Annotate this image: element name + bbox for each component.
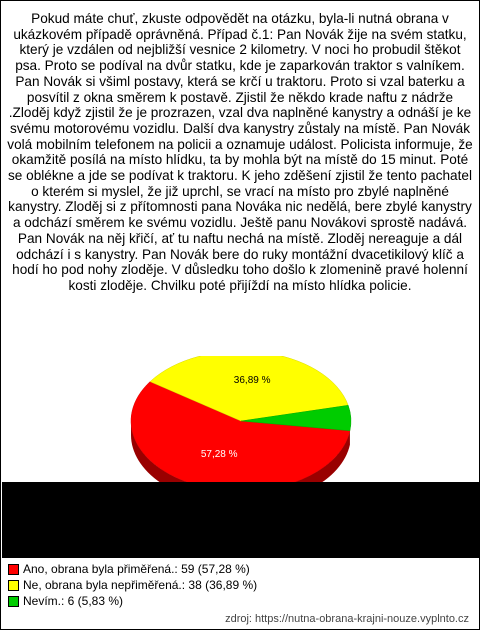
legend-label-no: Ne, obrana byla nepřiměřená.: 38 (36,89 %) (23, 578, 258, 592)
black-overlay-band (2, 482, 479, 558)
legend-swatch-no (8, 580, 19, 591)
question-text: Pokud máte chuť, zkuste odpovědět na otázku, byla-li nutná obrana v ukázkovém případě oprávněná. Případ č.1: Pan Novák žije na svém statku, který je vzdálen od nejbližší vesnice 2 kilometry. V noci ho probudil štěkot psa. Proto se podíval na dvůr statku, kde je zaparkován traktor s valníkem. Pan Novák si všiml postavy, která se krčí u traktoru. Proto si vzal baterku a posvítil z okna směrem k postavě. Zjistil že někdo krade naftu z nádrže .Zloděj když zjistil že je prozrazen, vzal dva naplněné kanystry a odnáší je ke svému motorovému vozidlu. Další dva kanystry zůstaly na místě. Pan Novák volá mobilním telefonem na policii a oznamuje událost. Policista informuje, že okamžitě posílá na místo hlídku, ta by mohla být na místě do 15 minut. Poté se oblékne a jde se podívat k traktoru. K jeho zděšení zjistil že tento pachatel o kterém si myslel, že již uprchl, se vrací na místo pro zbylé naplněné kanystry. Zloděj si z přítomnosti pana Nováka nic nedělá, bere zbylé kanystry a odchází směrem ke svému vozidlu. Ještě panu Novákovi sprostě nadává. Pan Novák na něj křičí, ať tu naftu nechá na místě. Zloděj nereaguje a dál odchází i s kanystry. Pan Novák bere do ruky montážní dvacetikilový klíč a hodí ho pod nohy zloděje. V důsledku toho došlo k zlomenině pravé holenní kosti zloděje. Chvilku poté přijíždí na místo hlídka policie. (7, 11, 473, 293)
legend-label-dontknow: Nevím.: 6 (5,83 %) (23, 594, 124, 608)
source-label: zdroj: (225, 613, 252, 625)
legend-swatch-dontknow (8, 596, 19, 607)
legend-swatch-yes (8, 564, 19, 575)
legend (8, 561, 468, 609)
pie-slice-label-1: 36,89 % (233, 375, 271, 387)
legend-item-dontknow (8, 593, 468, 609)
pie-slice-label-0: 57,28 % (200, 448, 238, 460)
legend-label-yes: Ano, obrana byla přiměřená.: 59 (57,28 %) (23, 562, 250, 576)
source-line (225, 613, 469, 625)
legend-item-yes (8, 561, 468, 577)
legend-item-no (8, 577, 468, 593)
source-link[interactable]: https://nutna-obrana-krajni-nouze.vyplnto.cz (254, 613, 469, 625)
